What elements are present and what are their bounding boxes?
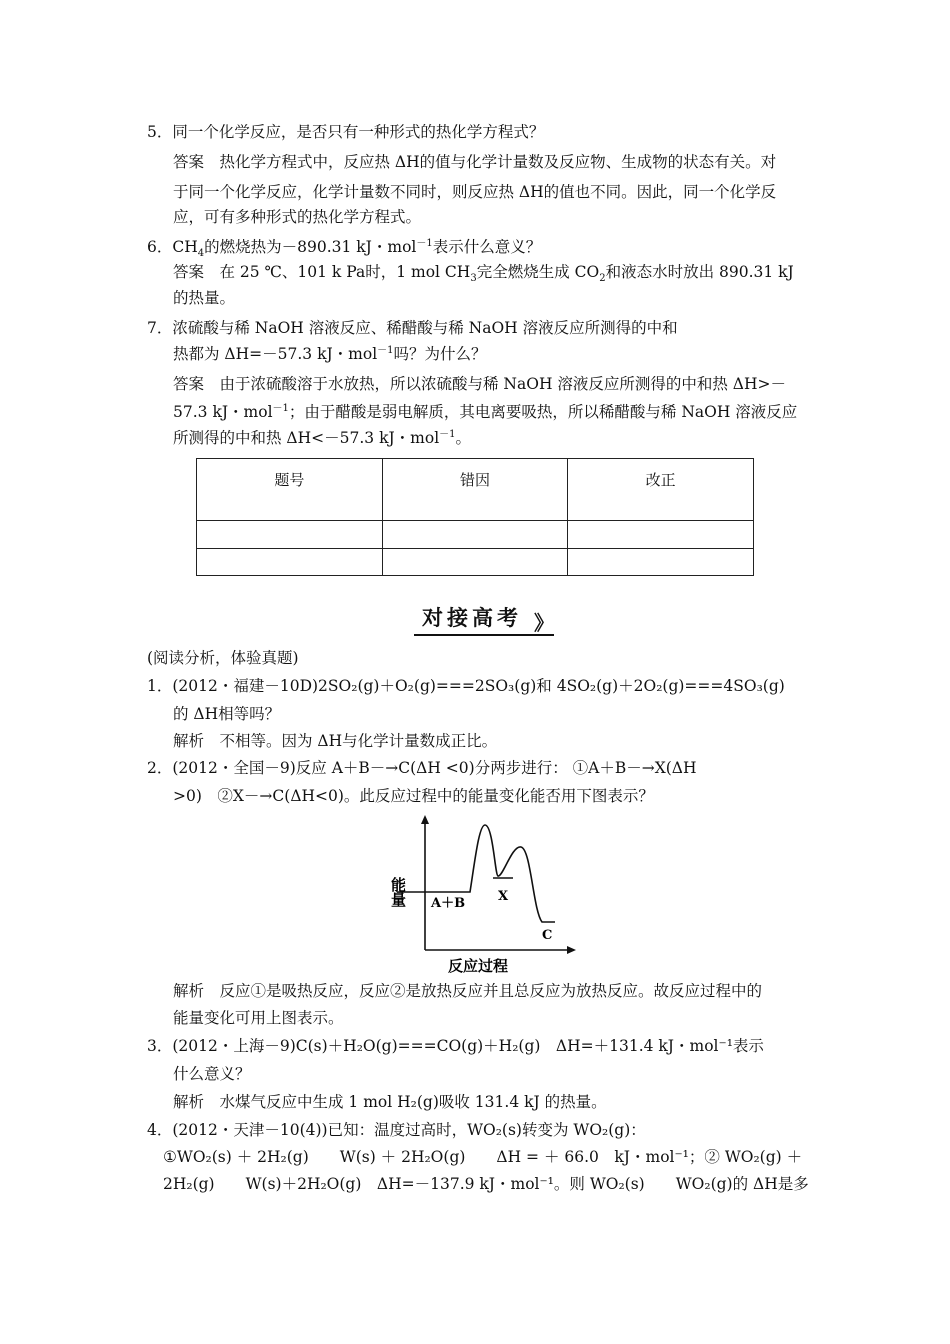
table-row (197, 521, 754, 549)
q6-a-mid: 完全燃烧生成 CO (476, 263, 600, 281)
x-axis-label: 反应过程 (448, 957, 509, 975)
q5-question: 5．同一个化学反应，是否只有一种形式的热化学方程式？ (147, 123, 545, 141)
table-cell (382, 548, 568, 576)
p4-line1: 4．(2012・天津－10(4))已知：温度过高时，WO₂(s)转变为 WO₂(g)： (147, 1121, 646, 1139)
q5-answer-line2: 于同一个化学反应，化学计量数不同时，则反应热 ΔH的值也不同。因此，同一个化学反 (173, 183, 777, 201)
q7-a-l2-a: 57.3 kJ・mol (173, 403, 273, 421)
table-header-cause: 错因 (382, 459, 568, 521)
x-axis-arrow (567, 946, 576, 954)
p4-line2: ①WO₂(s) ＋ 2H₂(g) W(s) ＋ 2H₂O(g) ΔH = ＋ 66.0 kJ・mol⁻¹；② WO₂(g) ＋ (163, 1148, 803, 1166)
q7-answer-line3 (173, 428, 471, 448)
q6-q-prefix: 6．CH (147, 238, 198, 256)
p2-question-line1: 2．(2012・全国－9)反应 A＋B－→C(ΔH <0)分两步进行： ①A＋B－→X(ΔH (147, 759, 697, 777)
q5-answer-line3: 应，可有多种形式的热化学方程式。 (173, 208, 422, 226)
q6-answer-line1 (173, 262, 794, 285)
q6-q-mid: 的燃烧热为－890.31 kJ・mol (204, 238, 417, 256)
p4-line3: 2H₂(g) W(s)＋2H₂O(g) ΔH=－137.9 kJ・mol⁻¹。则 WO₂(s) WO₂(g)的 ΔH是多 (163, 1175, 809, 1193)
error-table (196, 458, 754, 576)
energy-curve (397, 825, 555, 922)
banner-underline (414, 634, 554, 636)
sub-2: 2 (599, 273, 606, 285)
sup-minus1: －1 (439, 428, 456, 440)
q6-answer-line2: 的热量。 (173, 289, 236, 307)
q7-question-line2 (173, 344, 487, 364)
p3-answer: 解析 水煤气反应中生成 1 mol H₂(g)吸收 131.4 kJ 的热量。 (173, 1093, 607, 1111)
table-row (197, 548, 754, 576)
y-axis-label: 能量 (389, 877, 407, 907)
p1-question-line2: 的 ΔH相等吗？ (173, 705, 281, 723)
section-banner (414, 605, 574, 635)
table-cell (568, 521, 754, 549)
sub-4: 4 (197, 248, 205, 260)
table-cell (197, 548, 383, 576)
q6-a-prefix: 答案 在 25 ℃、101 k Pa时，1 mol CH (173, 263, 471, 281)
p3-question-line1: 3．(2012・上海－9)C(s)＋H₂O(g)===CO(g)＋H₂(g) ΔH=＋131.4 kJ・mol⁻¹表示 (147, 1037, 764, 1055)
q7-a-l3-a: 所测得的中和热 ΔH<－57.3 kJ・mol (173, 429, 440, 447)
table-header-correction: 改正 (568, 459, 754, 521)
p1-question-line1: 1．(2012・福建－10D)2SO₂(g)＋O₂(g)===2SO₃(g)和 4SO₂(g)＋2O₂(g)===4SO₃(g) (147, 677, 785, 695)
table-header-number: 题号 (197, 459, 383, 521)
q6-question (147, 237, 542, 260)
double-chevron-icon: 》 (534, 611, 554, 635)
p1-answer: 解析 不相等。因为 ΔH与化学计量数成正比。 (173, 732, 498, 750)
p2-answer-line2: 能量变化可用上图表示。 (173, 1009, 344, 1027)
q7-answer-line2 (173, 402, 797, 422)
sup-minus1: －1 (377, 344, 394, 356)
q6-a-suffix: 和液态水时放出 890.31 kJ (605, 263, 794, 281)
q7-a-l3-b: 。 (455, 429, 472, 447)
q7-answer-line1: 答案 由于浓硫酸溶于水放热，所以浓硫酸与稀 NaOH 溶液反应所测得的中和热 ΔH>－ (173, 375, 787, 393)
p2-question-line2: >0) ②X－→C(ΔH<0)。此反应过程中的能量变化能否用下图表示？ (173, 787, 654, 805)
q7-q-l2-b: 吗？为什么？ (393, 345, 487, 363)
p2-answer-line1: 解析 反应①是吸热反应，反应②是放热反应并且总反应为放热反应。故反应过程中的 (173, 982, 763, 1000)
q7-question-line1: 7．浓硫酸与稀 NaOH 溶液反应、稀醋酸与稀 NaOH 溶液反应所测得的中和 (147, 319, 678, 337)
y-axis-arrow (421, 815, 429, 824)
q5-answer-line1: 答案 热化学方程式中，反应热 ΔH的值与化学计量数及反应物、生成物的状态有关。对 (173, 153, 777, 171)
sup-minus1: －1 (272, 402, 289, 414)
section-intro: (阅读分析，体验真题) (147, 649, 299, 667)
sup-minus1: －1 (416, 237, 433, 249)
table-cell (382, 521, 568, 549)
q7-q-l2-a: 热都为 ΔH=－57.3 kJ・mol (173, 345, 378, 363)
energy-diagram (389, 815, 595, 975)
q6-q-suffix: 表示什么意义？ (432, 238, 542, 256)
table-cell (197, 521, 383, 549)
label-intermediate: X (498, 889, 509, 904)
label-product: C (542, 928, 553, 943)
label-reactants: A＋B (431, 896, 466, 911)
q7-a-l2-b: ；由于醋酸是弱电解质，其电离要吸热，所以稀醋酸与稀 NaOH 溶液反应 (288, 403, 798, 421)
p3-question-line2: 什么意义？ (173, 1065, 251, 1083)
table-cell (568, 548, 754, 576)
banner-title: 对接高考 (422, 606, 522, 630)
sub-3: 3 (470, 273, 477, 285)
